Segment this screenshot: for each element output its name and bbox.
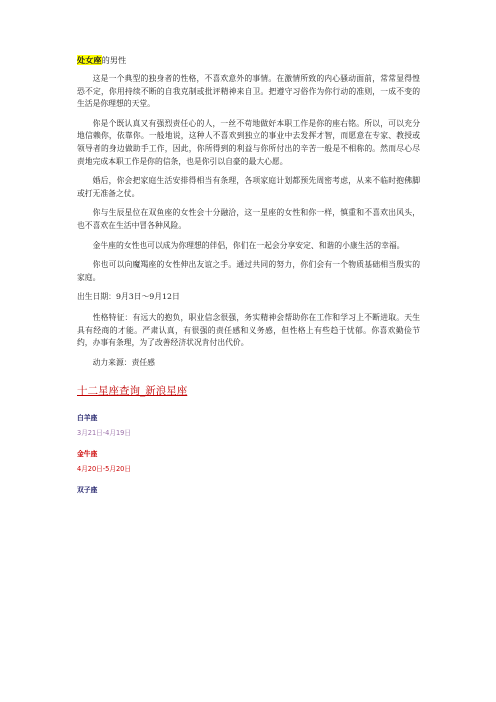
- highlighted-sign-name: 处女座: [77, 55, 102, 65]
- motivation-source: 动力来源：责任感: [92, 357, 155, 367]
- heading-rest: 的男性: [101, 55, 127, 65]
- sign-date-taurus: 4月20日-5月20日: [77, 465, 131, 474]
- paragraph-5: 金牛座的女性也可以成为你理想的伴侣，你们在一起会分享安定、和谐的小康生活的幸福。: [92, 240, 405, 250]
- article-body: [77, 54, 420, 499]
- article-heading: [77, 54, 420, 66]
- personality-traits: 性格特征：有远大的抱负，职业信念很强，务实精神会帮助你在工作和学习上不断进取。天生具有经商的才能。严肃认真，有很强的责任感和义务感，但性格上有些趋于忧郁。你喜欢勤俭节约，办事有条理，为了改善经济状况肯付出代价。: [77, 312, 420, 348]
- paragraph-1: 这是一个典型的独身者的性格，不喜欢意外的事情。在激情所致的内心骚动面前，常常显得惶恐不定，你用持续不断的自我克制或批评精神来自卫。把遵守习俗作为你行动的准则，一成不变的生活是你理想的天堂。: [77, 74, 420, 109]
- sign-name-aries[interactable]: 白羊座: [77, 414, 98, 423]
- paragraph-2: 你是个既认真又有强烈责任心的人，一丝不苟地做好本职工作是你的座右铭。所以，可以充分地信赖你，依靠你。一般地说，这种人不喜欢到独立的事业中去发挥才智，而愿意在专家、教授或领导者的身边做助手工作，因此，你所得到的利益与你所付出的辛苦一般是不相称的。然而尽心尽责地完成本职工作是你的信条，也是你引以自豪的最大心愿。: [77, 118, 420, 166]
- paragraph-6: 你也可以向魔羯座的女性伸出友谊之手。通过共同的努力，你们会有一个物质基础相当殷实的家庭。: [77, 260, 420, 282]
- paragraph-4: 你与生辰星位在双鱼座的女性会十分融洽，这一星座的女性和你一样，慎重和不喜欢出风头，也不喜欢在生活中冒各种风险。: [77, 208, 420, 230]
- sign-name-taurus[interactable]: 金牛座: [77, 450, 98, 459]
- sign-name-gemini[interactable]: 双子座: [77, 486, 98, 495]
- sign-date-aries: 3月21日-4月19日: [77, 429, 131, 438]
- birth-date: 出生日期：9月3日～9月12日: [77, 292, 180, 302]
- paragraph-3: 婚后，你会把家庭生活安排得相当有条理，各项家庭计划都预先周密考虑，从来不临时抱佛脚或打无准备之仗。: [77, 176, 420, 198]
- zodiac-query-link[interactable]: 十二星座查询_新浪星座: [77, 385, 188, 398]
